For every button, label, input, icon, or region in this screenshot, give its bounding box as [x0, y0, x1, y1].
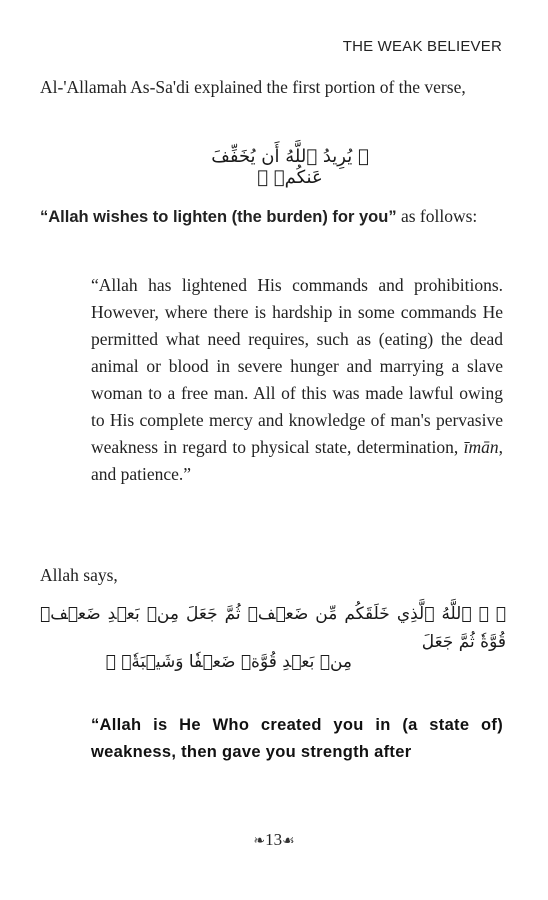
quran-verse-2-line-2: مِنۢ بَعۡدِ قُوَّةٖ ضَعۡفٗا وَشَيۡبَةٗۚ ﴾ [105, 652, 352, 672]
right-ornament-icon: ☙ [282, 834, 295, 849]
translation-1-bold: “Allah wishes to lighten (the burden) for you” [40, 208, 397, 226]
page-number-footer [229, 830, 319, 850]
quran-verse-1: ﴿ يُرِيدُ ٱللَّهُ أَن يُخَفِّفَ عَنكُمۡ ﴾ [211, 146, 369, 188]
explanation-quote [91, 272, 503, 488]
left-ornament-icon: ❧ [253, 834, 266, 849]
allah-says-line: Allah says, [40, 565, 118, 585]
running-header: THE WEAK BELIEVER [342, 38, 502, 55]
explanation-text: “Allah has lightened His commands and prohibitions. However, where there is hardship in some commands He permitted what need requires, such as (eating) the dead animal or blood in severe hunger and marrying a slave woman to a free man. All of this was made lawful owing to His complete mercy and knowledge of man's pervasive weakness in regard to physical state, determination, [91, 275, 503, 457]
explanation-end: , and patience.” [91, 437, 503, 484]
translation-1-paragraph [40, 203, 506, 230]
intro-paragraph: Al-'Allamah As-Sa'di explained the first portion of the verse, [40, 77, 466, 97]
translation-1-rest: as follows: [396, 206, 478, 226]
page-number: 13 [265, 830, 283, 849]
explanation-italic-term: īmān [463, 437, 499, 457]
translation-2-paragraph: “Allah is He Who created you in (a state of) weakness, then gave you strength after [91, 716, 503, 761]
quran-verse-2-line-1: ﴿ ۞ ٱللَّهُ ٱلَّذِي خَلَقَكُم مِّن ضَعۡفٖ ثُمَّ جَعَلَ مِنۢ بَعۡدِ ضَعۡفٖ قُوَّةٗ ثُمَّ جَعَلَ [40, 604, 506, 652]
